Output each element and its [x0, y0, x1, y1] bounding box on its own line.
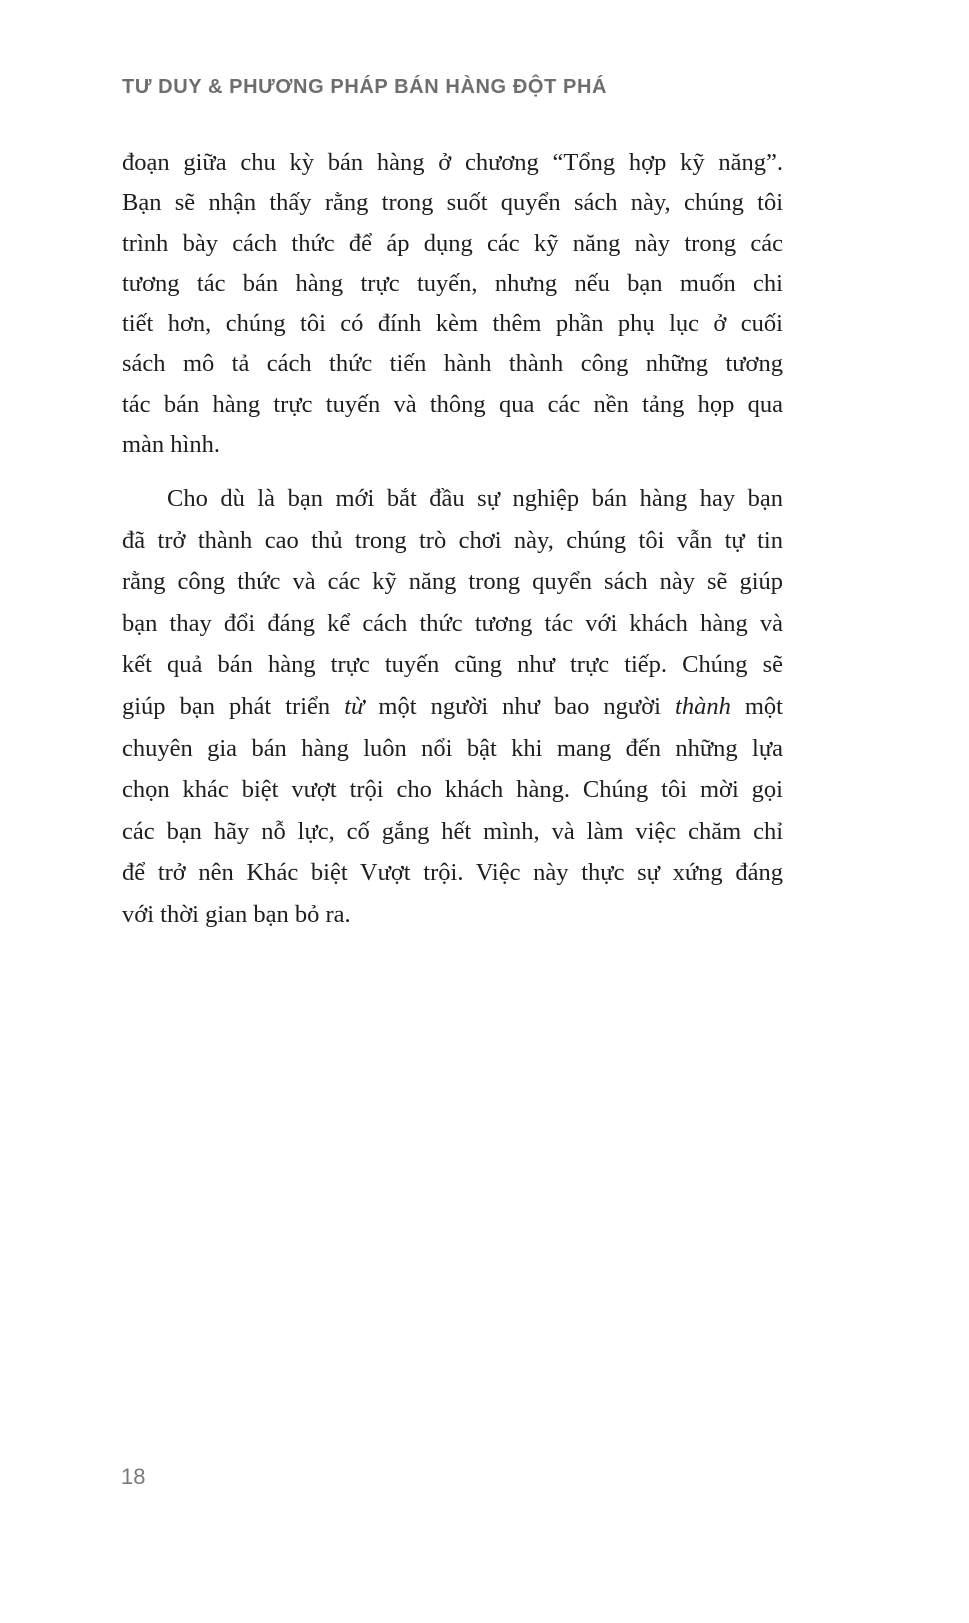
text-line: trình bày cách thức để áp dụng các kỹ năng này trong các	[122, 229, 783, 257]
text-line: các bạn hãy nỗ lực, cố gắng hết mình, và làm việc chăm chỉ	[122, 817, 783, 845]
running-header: TƯ DUY & PHƯƠNG PHÁP BÁN HÀNG ĐỘT PHÁ	[122, 76, 608, 98]
text-line: rằng công thức và các kỹ năng trong quyển sách này sẽ giúp	[122, 568, 783, 596]
text-line	[122, 686, 783, 728]
text-segment: giúp bạn phát triển	[122, 692, 345, 720]
italic-word: từ	[344, 692, 365, 720]
text-segment: một	[730, 692, 783, 720]
text-segment: một người như bao người	[364, 692, 676, 720]
text-line: tương tác bán hàng trực tuyến, nhưng nếu bạn muốn chi	[122, 269, 783, 297]
text-line: chuyên gia bán hàng luôn nổi bật khi mang đến những lựa	[122, 734, 783, 762]
text-line: với thời gian bạn bỏ ra.	[122, 900, 351, 928]
text-line: màn hình.	[122, 431, 220, 459]
paragraph-1	[122, 143, 783, 465]
text-line: đã trở thành cao thủ trong trò chơi này, chúng tôi vẫn tự tin	[122, 526, 783, 554]
text-line: tiết hơn, chúng tôi có đính kèm thêm phần phụ lục ở cuối	[122, 310, 783, 338]
paragraph-2	[122, 478, 783, 936]
text-line: kết quả bán hàng trực tuyến cũng như trực tiếp. Chúng sẽ	[122, 651, 783, 679]
italic-word: thành	[675, 692, 731, 720]
text-line: bạn thay đổi đáng kể cách thức tương tác với khách hàng và	[122, 609, 783, 637]
page-number: 18	[121, 1464, 146, 1489]
text-line: Cho dù là bạn mới bắt đầu sự nghiệp bán hàng hay bạn	[167, 485, 783, 512]
text-line: để trở nên Khác biệt Vượt trội. Việc này thực sự xứng đáng	[122, 859, 783, 887]
text-line: chọn khác biệt vượt trội cho khách hàng. Chúng tôi mời gọi	[122, 776, 783, 804]
text-line: Bạn sẽ nhận thấy rằng trong suốt quyển sách này, chúng tôi	[122, 189, 783, 217]
text-line: đoạn giữa chu kỳ bán hàng ở chương “Tổng hợp kỹ năng”.	[122, 149, 783, 176]
text-line: sách mô tả cách thức tiến hành thành công những tương	[122, 350, 783, 378]
text-line: tác bán hàng trực tuyến và thông qua các nền tảng họp qua	[122, 390, 783, 418]
